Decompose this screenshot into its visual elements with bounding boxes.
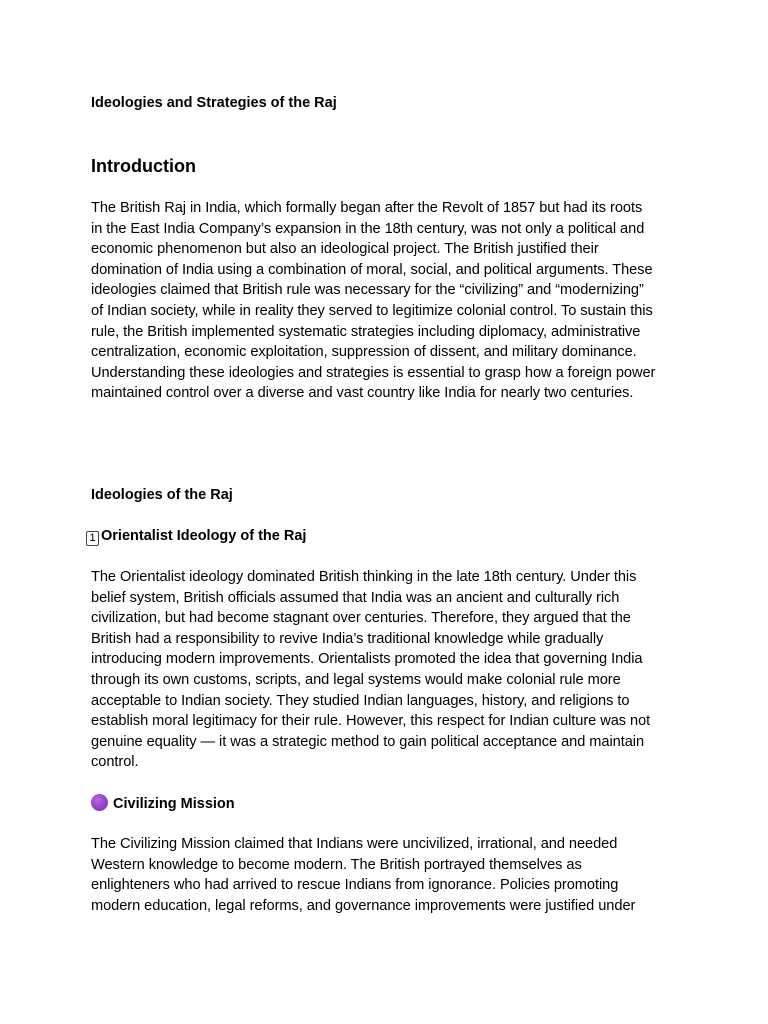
paragraph-line: centralization, economic exploitation, suppression of dissent, and military dominance. xyxy=(91,344,637,361)
paragraph-line: control. xyxy=(91,754,139,771)
paragraph-line: British had a responsibility to revive India’s traditional knowledge while gradually xyxy=(91,630,604,647)
paragraph-line: The Civilizing Mission claimed that Indians were uncivilized, irrational, and needed xyxy=(91,836,618,852)
paragraph-line: through its own customs, scripts, and legal systems would make colonial rule more xyxy=(91,671,621,688)
purple-circle-icon xyxy=(91,794,108,811)
paragraph-line: Western knowledge to become modern. The British portrayed themselves as xyxy=(91,856,582,873)
paragraph-line: genuine equality — it was a strategic method to gain political acceptance and maintain xyxy=(91,733,645,750)
paragraph-line: establish moral legitimacy for their rule. However, this respect for Indian culture was not xyxy=(91,713,651,730)
orientalist-heading-text: Orientalist Ideology of the Raj xyxy=(101,528,307,544)
introduction-paragraph xyxy=(91,198,691,404)
paragraph-line: The British Raj in India, which formally began after the Revolt of 1857 but had its roots xyxy=(91,200,643,216)
paragraph-line: belief system, British officials assumed that India was an ancient and culturally rich xyxy=(91,589,620,606)
civilizing-heading xyxy=(91,794,235,813)
paragraph-line: in the East India Company’s expansion in the 18th century, was not only a political and xyxy=(91,220,645,237)
paragraph-line: ideologies claimed that British rule was necessary for the “civilizing” and “modernizing” xyxy=(91,282,644,299)
paragraph-line: economic phenomenon but also an ideological project. The British justified their xyxy=(91,241,599,258)
paragraph-line: rule, the British implemented systematic strategies including diplomacy, administrative xyxy=(91,323,641,340)
orientalist-heading xyxy=(86,527,306,546)
paragraph-line: of Indian society, while in reality they served to legitimize colonial control. To sustain this xyxy=(91,302,653,319)
civilizing-heading-text: Civilizing Mission xyxy=(113,796,235,812)
paragraph-line: domination of India using a combination of moral, social, and political arguments. These xyxy=(91,261,653,278)
number-one-icon: 1 xyxy=(86,531,99,546)
paragraph-line: maintained control over a diverse and vast country like India for nearly two centuries. xyxy=(91,385,634,402)
paragraph-line: Understanding these ideologies and strategies is essential to grasp how a foreign power xyxy=(91,364,656,381)
ideologies-heading: Ideologies of the Raj xyxy=(91,487,233,503)
paragraph-line: acceptable to Indian society. They studied Indian languages, history, and religions to xyxy=(91,692,630,709)
civilizing-paragraph xyxy=(91,834,691,916)
document-title: Ideologies and Strategies of the Raj xyxy=(91,95,337,111)
introduction-heading: Introduction xyxy=(91,156,196,176)
paragraph-line: The Orientalist ideology dominated British thinking in the late 18th century. Under this xyxy=(91,569,637,585)
paragraph-line: introducing modern improvements. Orientalists promoted the idea that governing India xyxy=(91,651,643,668)
orientalist-paragraph xyxy=(91,567,691,773)
paragraph-line: enlighteners who had arrived to rescue Indians from ignorance. Policies promoting xyxy=(91,877,619,894)
paragraph-line: civilization, but had become stagnant over centuries. Therefore, they argued that the xyxy=(91,610,631,627)
paragraph-line: modern education, legal reforms, and governance improvements were justified under xyxy=(91,897,636,914)
